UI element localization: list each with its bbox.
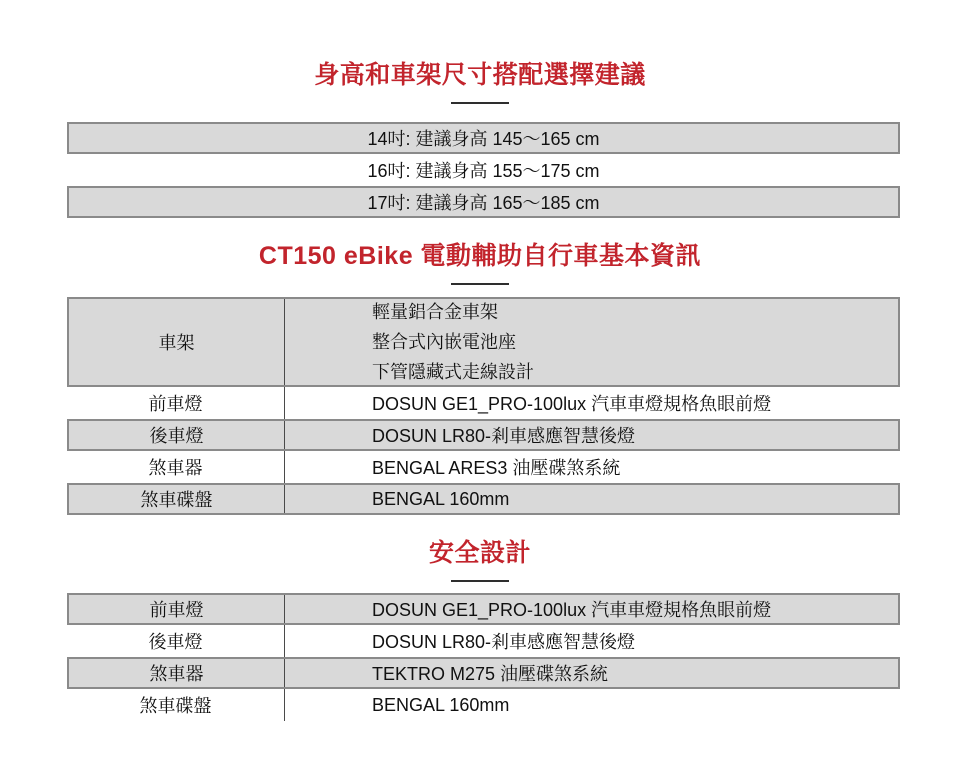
basic-info-title: CT150 eBike 電動輔助自行車基本資訊 xyxy=(258,242,702,270)
table-row xyxy=(67,419,900,451)
table-row xyxy=(67,122,900,154)
table-row xyxy=(67,387,900,419)
spec-value-line: 整合式內嵌電池座 xyxy=(372,332,516,352)
spec-value: DOSUN LR80-剎車感應智慧後燈 xyxy=(372,632,636,652)
safety-table xyxy=(67,593,900,721)
table-row xyxy=(67,593,900,625)
spec-label: 後車燈 xyxy=(69,421,285,449)
title-underline xyxy=(451,102,509,104)
table-row xyxy=(67,297,900,387)
size-row-text: 14吋: 建議身高 145～165 cm xyxy=(367,129,600,149)
spec-value: DOSUN LR80-剎車感應智慧後燈 xyxy=(372,426,636,446)
spec-label: 前車燈 xyxy=(67,387,285,419)
table-row xyxy=(67,186,900,218)
spec-value: DOSUN GE1_PRO-100lux 汽車車燈規格魚眼前燈 xyxy=(372,600,772,620)
spec-value: DOSUN GE1_PRO-100lux 汽車車燈規格魚眼前燈 xyxy=(372,394,772,414)
safety-title: 安全設計 xyxy=(428,539,531,567)
table-row xyxy=(67,483,900,515)
table-row xyxy=(67,451,900,483)
title-underline xyxy=(451,283,509,285)
spec-label: 煞車器 xyxy=(69,659,285,687)
spec-label: 後車燈 xyxy=(67,625,285,657)
spec-value-group xyxy=(285,299,898,385)
spec-value: BENGAL ARES3 油壓碟煞系統 xyxy=(372,458,621,478)
spec-value-line: 下管隱藏式走線設計 xyxy=(372,362,534,382)
spec-label: 煞車器 xyxy=(67,451,285,483)
table-row xyxy=(67,657,900,689)
table-row xyxy=(67,154,900,186)
size-guide-title: 身高和車架尺寸搭配選擇建議 xyxy=(314,61,646,89)
spec-value: BENGAL 160mm xyxy=(372,694,510,715)
spec-label: 煞車碟盤 xyxy=(69,485,285,513)
table-row xyxy=(67,625,900,657)
spec-value-line: 輕量鋁合金車架 xyxy=(372,302,498,322)
basic-info-table xyxy=(67,297,900,515)
spec-label: 前車燈 xyxy=(69,595,285,623)
spec-value: BENGAL 160mm xyxy=(372,488,510,509)
size-row-text: 17吋: 建議身高 165～185 cm xyxy=(367,193,600,213)
size-table xyxy=(67,122,900,218)
title-underline xyxy=(451,580,509,582)
spec-value: TEKTRO M275 油壓碟煞系統 xyxy=(372,664,609,684)
size-row-text: 16吋: 建議身高 155～175 cm xyxy=(367,161,600,181)
spec-label: 車架 xyxy=(69,299,285,385)
table-row xyxy=(67,689,900,721)
spec-label: 煞車碟盤 xyxy=(67,689,285,721)
